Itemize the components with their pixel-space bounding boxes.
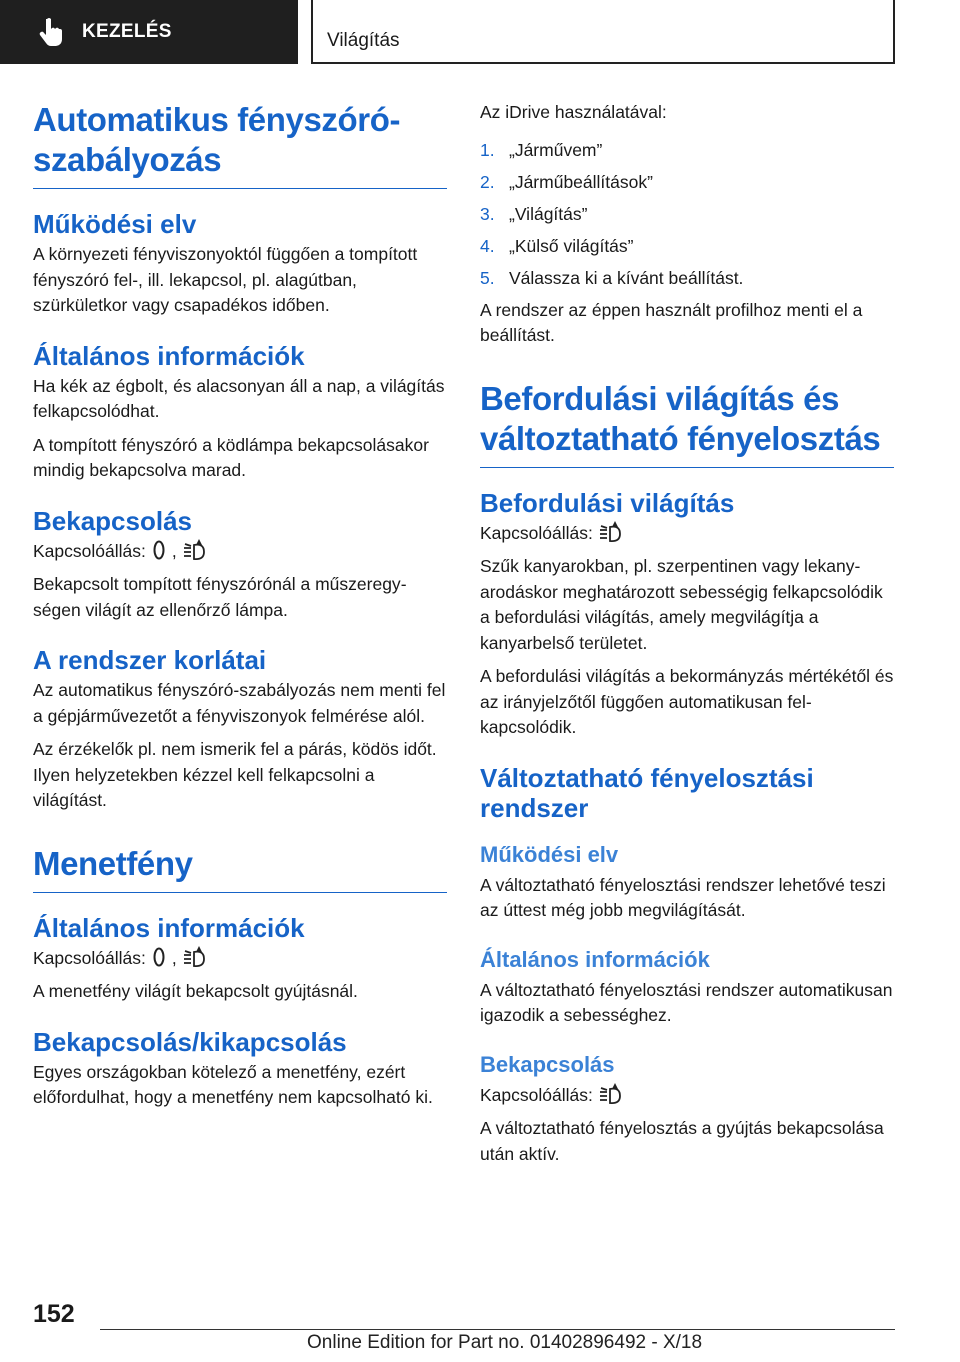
- left-column: [33, 100, 447, 1119]
- heading-variable-principle: Működési elv: [480, 841, 619, 867]
- list-item: 1. „Járművem”: [480, 139, 603, 160]
- heading-principle: Működési elv: [33, 209, 197, 239]
- text-cornering-2: A befordulási világítás a bekormányzás mértékétől és az irányjelzőtől függően automatikusan felkapcsolódik.: [480, 666, 894, 738]
- switch-position-label: Kapcsolóállás:: [480, 522, 593, 543]
- edition-text: Online Edition for Part no. 01402896492 - X/18: [307, 1332, 703, 1353]
- switch-position-label: Kapcsolóállás:: [33, 947, 146, 968]
- footer-divider: [100, 1329, 895, 1330]
- section-title: KEZELÉS: [82, 21, 172, 42]
- heading-variable-on: Bekapcsolás: [480, 1051, 615, 1077]
- footer-edition: [307, 1332, 702, 1354]
- section-tab: [0, 0, 298, 64]
- text-general-1: Ha kék az égbolt, és alacsonyan áll a nap, a világítás felkapcsolódhat.: [33, 375, 445, 421]
- text-principle: A környezeti fényviszonyoktól függően a tompított fényszóró fel-, ill. lekapcsol, pl. alagútban, szürkületkor vagy csapadékos időben.: [33, 244, 418, 315]
- switch-position-label: Kapcsolóállás:: [33, 540, 146, 561]
- text-cornering-1: Szűk kanyarokban, pl. szerpentinen vagy lekanyarodáskor meghatározott sebességig felkapcsolódik a befordulási világítás, amely megvilágítja a kanyarbelső területet.: [480, 556, 883, 653]
- text-onoff: Egyes országokban kötelező a menetfény, ezért előfordulhat, hogy a menetfény nem kapcsolható ki.: [33, 1061, 433, 1107]
- chapter-title: Világítás: [327, 30, 400, 51]
- idrive-intro: Az iDrive használatával:: [480, 102, 667, 122]
- text-switch-on: Bekapcsolt tompított fényszórónál a műszeregységen világít az ellenőrző lámpa.: [33, 574, 407, 620]
- switch-position-zero-icon: [152, 539, 166, 561]
- hand-pointer-icon: [38, 17, 64, 47]
- idrive-after: A rendszer az éppen használt profilhoz menti el a beállítást.: [480, 299, 863, 346]
- heading-variable-light: Változtatható fényelosztási rendszer: [480, 762, 814, 823]
- heading-cornering: Befordulási világítás: [480, 487, 735, 518]
- text-variable-general: A változtatható fényelosztási rendszer automatikusan igazodik a sebességhez.: [480, 979, 893, 1026]
- section-title-cornering: Befordulási világítás és változtatható fényelosztás: [480, 379, 894, 468]
- heading-switch-on: Bekapcsolás: [33, 505, 192, 536]
- list-item: 4. „Külső világítás”: [480, 235, 634, 256]
- switch-position-zero-icon: [152, 946, 166, 968]
- automatic-headlight-icon: [183, 946, 207, 968]
- switch-position-line-3: [480, 521, 894, 547]
- switch-position-label: Kapcsolóállás:: [480, 1084, 593, 1105]
- switch-position-line: Kapcsolóállás: ,: [33, 539, 447, 565]
- text-variable-principle: A változtatható fényelosztási rendszer lehetővé teszi az úttest még jobb megvilágítását.: [480, 874, 886, 921]
- text-general-2: A tompított fényszóró a ködlámpa bekapcsolásakor mindig bekapcsolva marad.: [33, 434, 429, 480]
- section-title-daytime-lights: Menetfény: [33, 844, 447, 893]
- right-column: [480, 100, 894, 1175]
- heading-general-info: Általános információk: [33, 340, 305, 371]
- switch-position-line-2: Kapcsolóállás: ,: [33, 946, 447, 972]
- automatic-headlight-icon: [599, 1083, 623, 1105]
- heading-daytime-general: Általános információk: [33, 912, 305, 943]
- heading-limits: A rendszer korlátai: [33, 645, 267, 675]
- automatic-headlight-icon: [183, 539, 207, 561]
- page-number: 152: [33, 1300, 75, 1328]
- list-item: 5. Válassza ki a kívánt beállítást.: [480, 267, 744, 288]
- automatic-headlight-icon: [599, 521, 623, 543]
- chapter-header: [311, 0, 895, 64]
- text-limits-1: Az automatikus fényszóró-szabályozás nem menti fel a gépjárművezetőt a fényviszonyok felmérése alól.: [33, 680, 446, 726]
- list-item: 3. „Világítás”: [480, 203, 588, 224]
- heading-onoff: Bekapcsolás/kikapcsolás: [33, 1026, 347, 1057]
- section-title-auto-headlight: Automatikus fényszóró-szabályozás: [33, 100, 447, 189]
- text-limits-2: Az érzékelők pl. nem ismerik fel a párás, ködös időt. Ilyen helyzetekben kézzel kell felkapcsolni a világítást.: [33, 739, 437, 810]
- switch-position-line-4: [480, 1083, 894, 1109]
- list-item: 2. „Járműbeállítások”: [480, 171, 653, 192]
- text-daytime-general: A menetfény világít bekapcsolt gyújtásnál.: [33, 981, 358, 1001]
- idrive-steps: [480, 138, 894, 292]
- text-variable-on: A változtatható fényelosztás a gyújtás bekapcsolása után aktív.: [480, 1118, 884, 1164]
- heading-variable-general: Általános információk: [480, 946, 710, 972]
